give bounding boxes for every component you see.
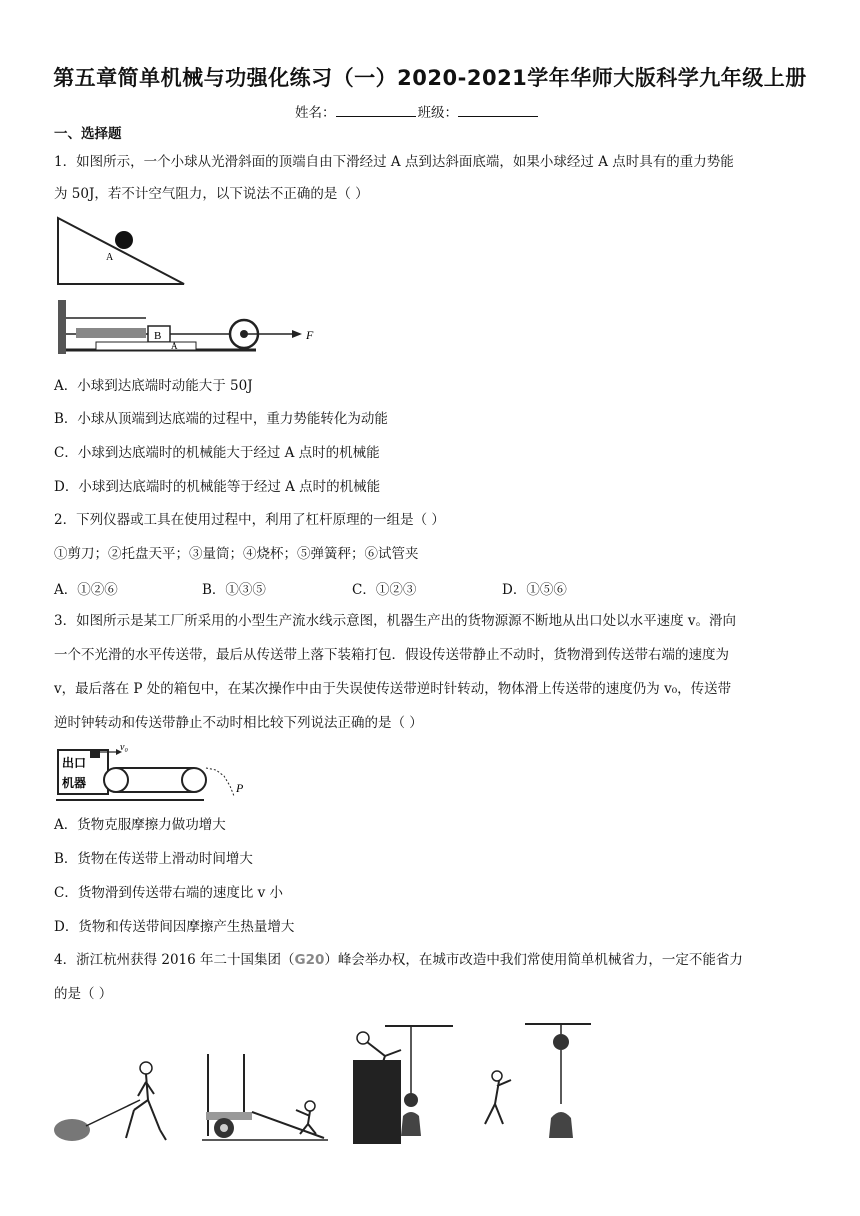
page-title: 第五章简单机械与功强化练习（一）2020-2021学年华师大版科学九年级上册	[53, 66, 807, 90]
ramp-truck-illustration	[200, 1050, 330, 1146]
q3-option-a: A．货物克服摩擦力做功增大	[54, 817, 226, 833]
q3-option-d: D．货物和传送带间因摩擦产生热量增大	[54, 919, 295, 935]
q2-option-a: A．①②⑥	[54, 582, 118, 598]
q3-option-c: C．货物滑到传送带右端的速度比 v 小	[54, 885, 284, 901]
g20-logo: G20	[294, 952, 325, 968]
pulley-label-b: B	[154, 330, 162, 342]
incline-figure	[54, 214, 194, 288]
q1-stem-line1: 1．如图所示，一个小球从光滑斜面的顶端自由下滑经过 A 点到达斜面底端，如果小球经过 A 点时具有的重力势能	[54, 154, 734, 170]
conveyor-label-machine: 机器	[62, 776, 87, 790]
q1-stem-line2: 为 50J，若不计空气阻力，以下说法不正确的是（ ）	[54, 186, 369, 202]
incline-label-a: A	[106, 252, 114, 263]
class-blank	[458, 104, 538, 117]
q3-stem-line4: 逆时钟转动和传送带静止不动时相比较下列说法正确的是（ ）	[54, 715, 423, 731]
pulley-figure	[56, 298, 326, 360]
name-label: 姓名：	[295, 105, 336, 121]
fixed-pulley-illustration	[345, 1020, 455, 1146]
q1-option-d: D．小球到达底端时的机械能等于经过 A 点时的机械能	[54, 479, 381, 495]
conveyor-label-p: P	[236, 781, 244, 795]
pulley-label-f: F	[306, 328, 314, 342]
q4-stem-line1	[54, 950, 814, 970]
q2-stem: 2．下列仪器或工具在使用过程中，利用了杠杆原理的一组是（ ）	[54, 512, 445, 528]
conveyor-label-out: 出口	[62, 756, 87, 770]
pulley-label-a: A	[171, 341, 178, 351]
q3-option-b: B．货物在传送带上滑动时间增大	[54, 851, 253, 867]
q3-stem-line2: 一个不光滑的水平传送带，最后从传送带上落下装箱打包．假设传送带静止不动时，货物滑到传送带右端的速度为	[54, 647, 729, 663]
q2-option-d: D．①⑤⑥	[502, 582, 567, 598]
section-heading: 一、选择题	[54, 126, 122, 142]
conveyor-label-v0: v₀	[120, 742, 128, 753]
q3-stem-line3: v，最后落在 P 处的箱包中，在某次操作中由于失误使传送带逆时针转动，物体滑上传送带的速度仍为 v₀，传送带	[54, 681, 732, 697]
q4-stem-line2: 的是（ ）	[54, 986, 113, 1002]
q1-option-b: B．小球从顶端到达底端的过程中，重力势能转化为动能	[54, 411, 388, 427]
q4-stem-pre: 4．浙江杭州获得 2016 年二十国集团（	[54, 952, 295, 968]
name-blank	[336, 104, 416, 117]
q2-items: ①剪刀；②托盘天平；③量筒；④烧杯；⑤弹簧秤；⑥试管夹	[54, 546, 419, 562]
q3-stem-line1: 3．如图所示是某工厂所采用的小型生产流水线示意图，机器生产出的货物源源不断地从出口处以水平速度 v。滑向	[54, 613, 737, 629]
q4-stem-post: ）峰会举办权，在城市改造中我们常使用简单机械省力，一定不能省力	[324, 952, 743, 968]
conveyor-figure	[54, 740, 254, 806]
movable-pulley-illustration	[475, 1020, 595, 1146]
class-label: 班级：	[417, 105, 458, 121]
student-info-bar	[295, 101, 540, 121]
pulling-stone-illustration	[50, 1050, 190, 1146]
q2-option-c: C．①②③	[352, 582, 417, 598]
q1-option-c: C．小球到达底端时的机械能大于经过 A 点时的机械能	[54, 445, 380, 461]
q1-option-a: A．小球到达底端时动能大于 50J	[54, 378, 253, 394]
q2-option-b: B．①③⑤	[202, 582, 266, 598]
